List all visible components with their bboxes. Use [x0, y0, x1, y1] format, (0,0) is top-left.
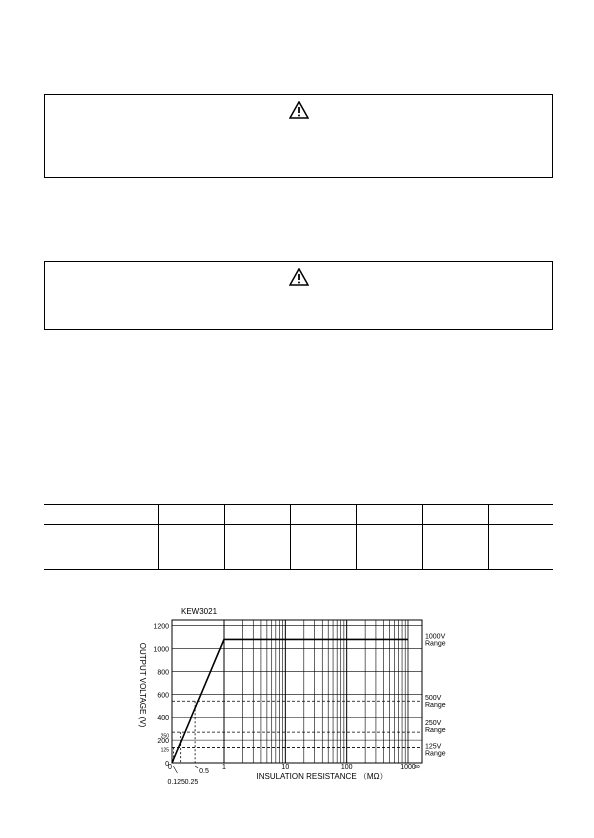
specification-table [44, 504, 553, 570]
table-cell [290, 525, 356, 570]
x-under-label: 0.25 [184, 779, 199, 786]
range-sub-label: Range [425, 727, 446, 735]
table-cell [44, 525, 158, 570]
y-tick-label: 800 [157, 669, 169, 677]
x-under-label: 0.125 [167, 779, 185, 786]
x-tick-label: 1000 [400, 764, 416, 771]
leader-line [173, 766, 177, 773]
table-row [44, 525, 553, 570]
range-label: 250V [425, 720, 442, 728]
y-tick-label: 200 [157, 738, 169, 746]
y-tick-label: 1200 [153, 623, 169, 631]
table-cell [44, 505, 158, 525]
range-label: 125V [425, 743, 442, 751]
range-label: 500V [425, 695, 442, 703]
table-cell [224, 505, 290, 525]
table-header-row [44, 505, 553, 525]
table-cell [422, 525, 488, 570]
y-tick-label: 600 [157, 692, 169, 700]
x-axis-label: INSULATION RESISTANCE （MΩ） [256, 772, 388, 781]
chart-marks [172, 639, 422, 763]
y-axis-label: OUTPUT VOLTAGE (V) [138, 642, 147, 728]
range-sub-label: Range [425, 702, 446, 710]
y-tick-label: 0 [165, 761, 169, 768]
warning-triangle-icon [289, 268, 309, 286]
x-tick-label: ∞ [414, 762, 420, 771]
range-sub-label: Range [425, 750, 446, 758]
chart-title: KEW3021 [181, 607, 218, 616]
table-cell [356, 525, 422, 570]
table-cell [422, 505, 488, 525]
x-under-label: 0.5 [199, 768, 209, 775]
y-tick-label: 400 [157, 715, 169, 723]
table-cell [224, 525, 290, 570]
range-sub-label: Range [425, 640, 446, 648]
y-tick-label: 125 [160, 747, 169, 754]
y-tick-label: 1000 [153, 646, 169, 654]
warning-box-2 [44, 261, 553, 330]
table-cell [488, 505, 553, 525]
table-cell [290, 505, 356, 525]
table-cell [356, 505, 422, 525]
leader-line [195, 766, 198, 768]
warning-box-1 [44, 94, 553, 178]
table-cell [158, 505, 224, 525]
x-tick-label: 100 [340, 764, 353, 771]
chart-grid [172, 620, 422, 763]
warning-triangle-icon [289, 101, 309, 119]
output-voltage-chart [130, 603, 450, 795]
table-cell [488, 525, 553, 570]
x-tick-label: 10 [281, 764, 290, 771]
y-tick-label: 250 [160, 733, 169, 740]
range-label: 1000V [425, 633, 446, 641]
plot-frame [172, 620, 422, 763]
x-tick-label: 0 [168, 764, 172, 771]
table-cell [158, 525, 224, 570]
x-tick-label: 1 [222, 764, 226, 771]
